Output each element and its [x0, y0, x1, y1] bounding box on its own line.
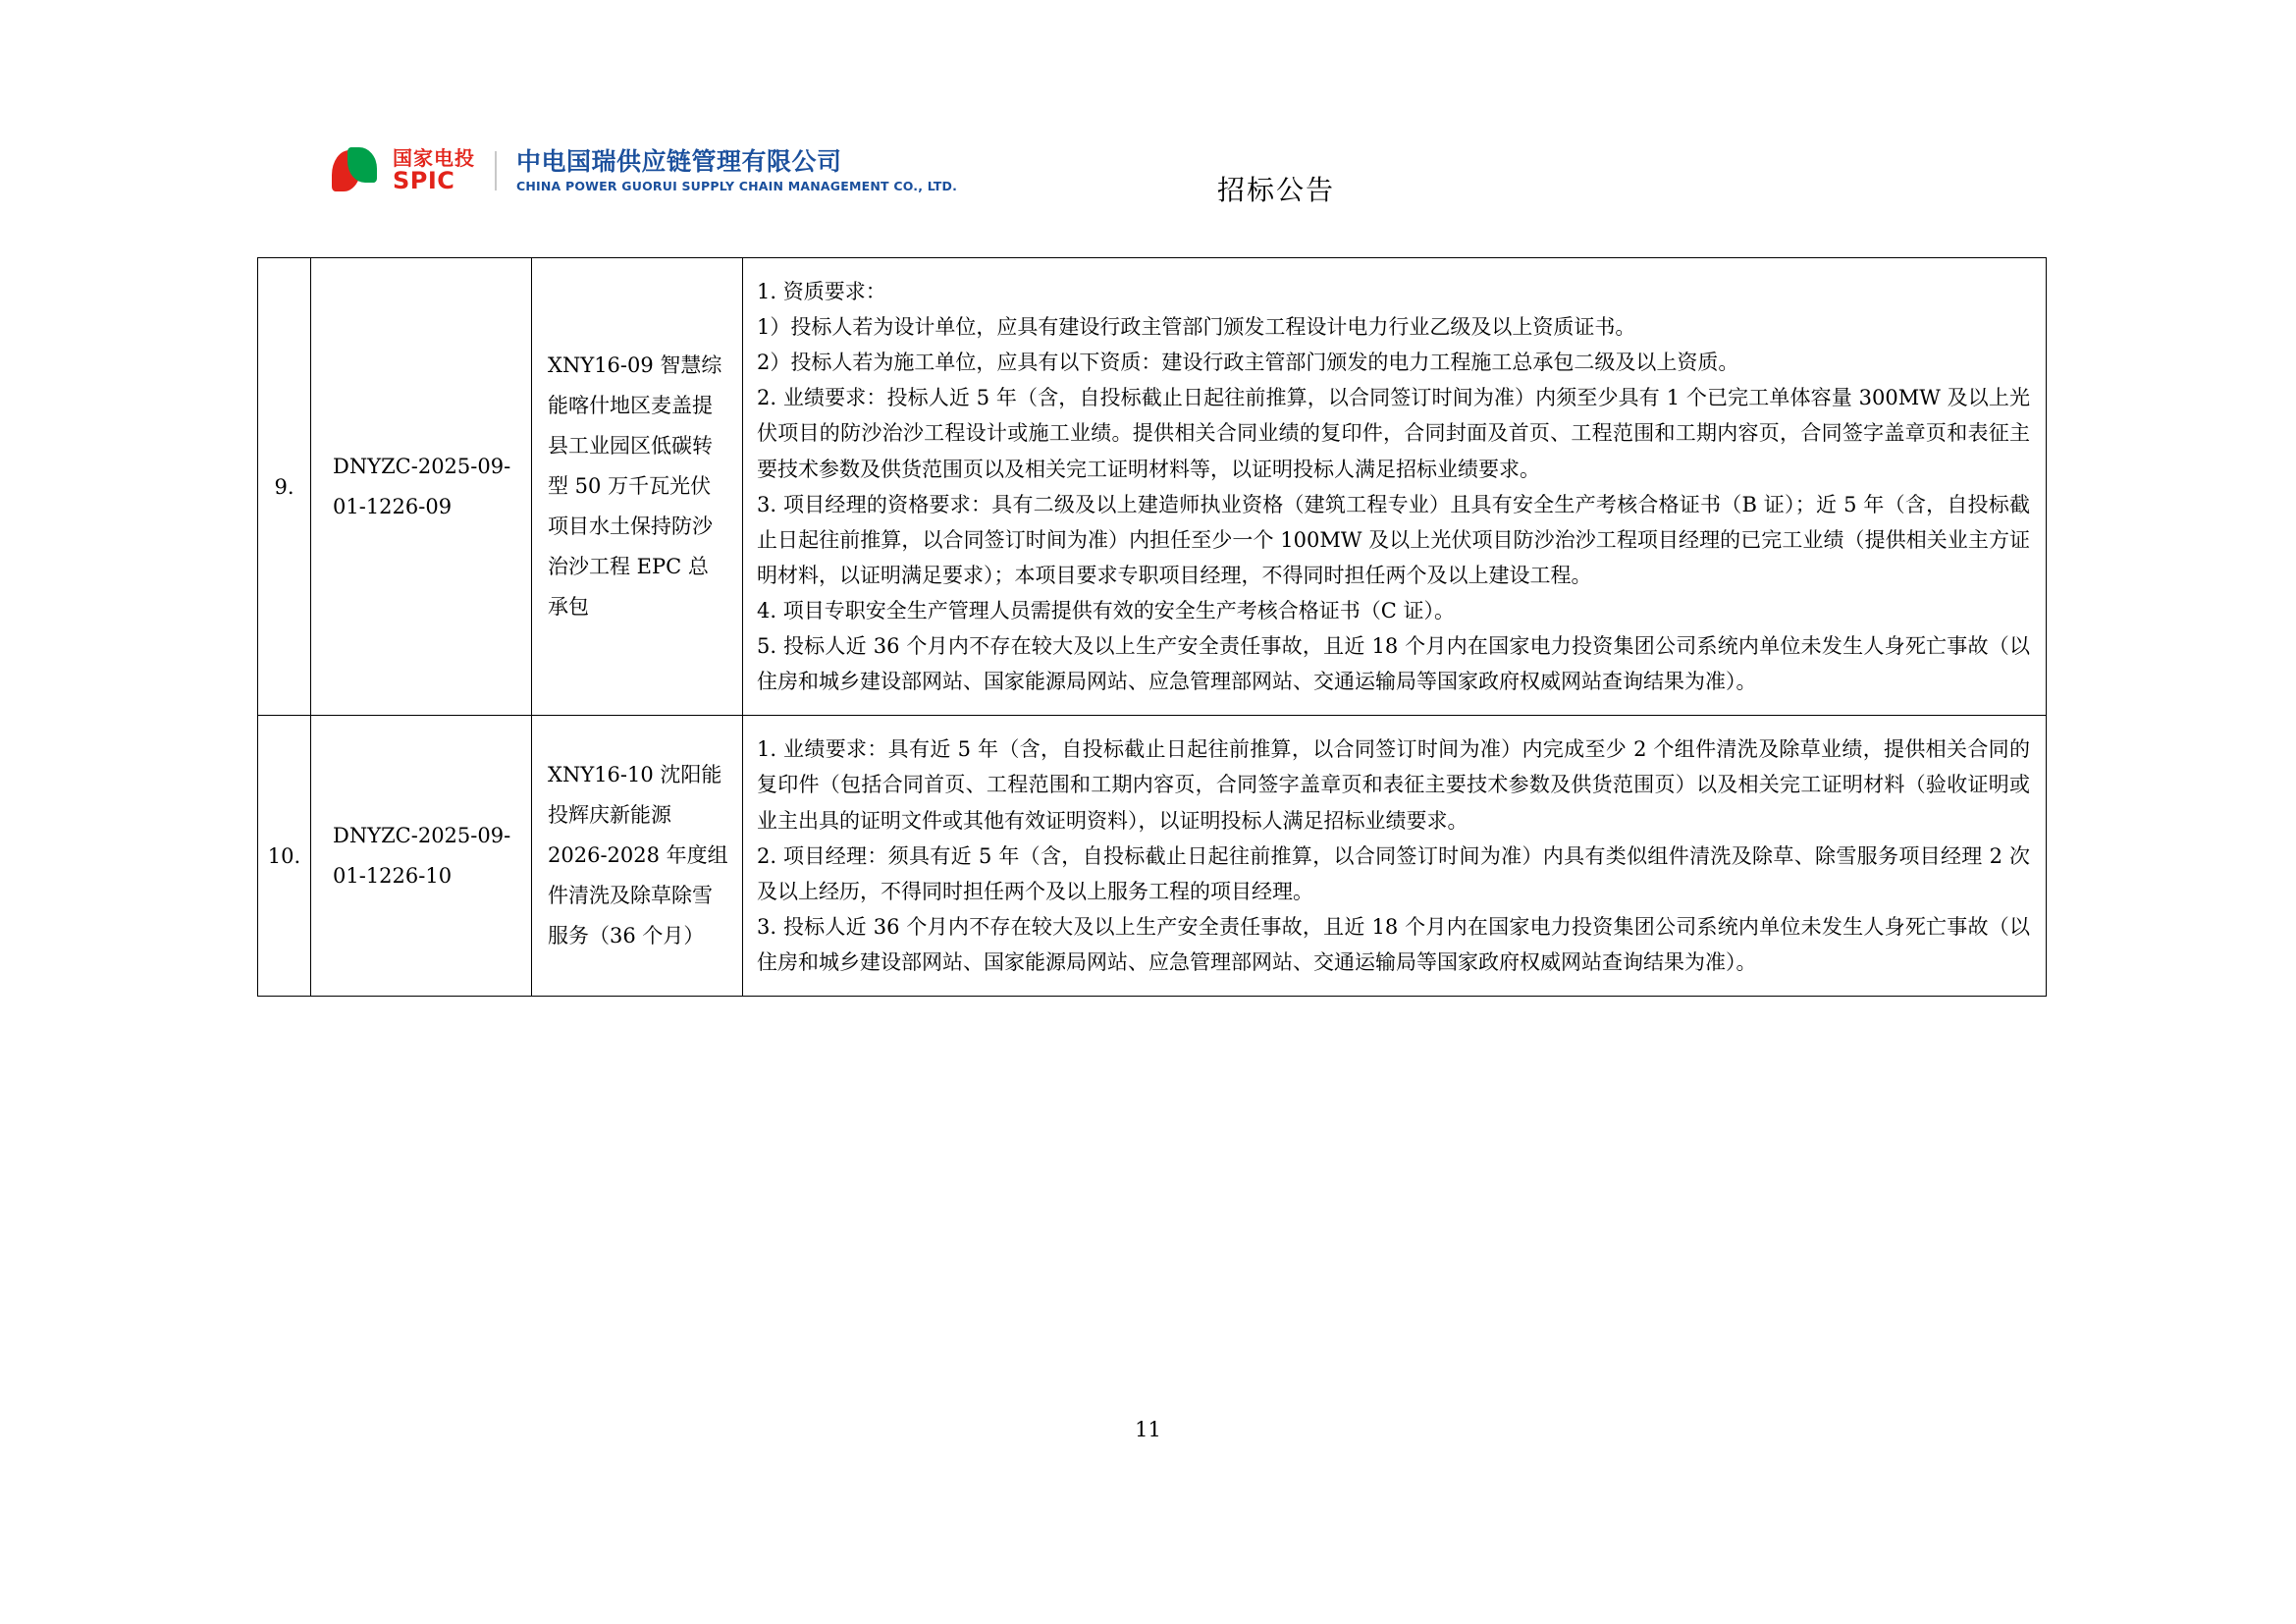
- row-index: 9.: [258, 258, 311, 716]
- requirement-line: 2）投标人若为施工单位，应具有以下资质：建设行政主管部门颁发的电力工程施工总承包二级及以上资质。: [757, 351, 1739, 375]
- logo-lockup: [332, 147, 957, 194]
- row-project-name: XNY16-09 智慧综能喀什地区麦盖提县工业园区低碳转型 50 万千瓦光伏项目水土保持防沙治沙工程 EPC 总承包: [532, 258, 743, 716]
- table-row: [258, 258, 2047, 716]
- requirement-line: 5. 投标人近 36 个月内不存在较大及以上生产安全责任事故，且近 18 个月内在国家电力投资集团公司系统内单位未发生人身死亡事故（以住房和城乡建设部网站、国家能源局网站、应急管理部网站、交通运输局等国家政府权威网站查询结果为准）。: [757, 634, 2030, 694]
- company-name-en: CHINA POWER GUORUI SUPPLY CHAIN MANAGEMENT CO., LTD.: [516, 178, 958, 193]
- spic-name-cn: 国家电投: [393, 145, 475, 170]
- spic-logo-icon: [332, 147, 379, 194]
- row-index: 10.: [258, 716, 311, 997]
- row-requirements: [743, 716, 2047, 997]
- requirement-line: 2. 业绩要求：投标人近 5 年（含，自投标截止日起往前推算，以合同签订时间为准）内须至少具有 1 个已完工单体容量 300MW 及以上光伏项目的防沙治沙工程设计或施工业绩。提供相关合同业绩的复印件，合同封面及首页、工程范围和工期内容页，合同签字盖章页和表征主要技术参数及供货范围页以及相关完工证明材料等，以证明投标人满足招标业绩要求。: [757, 386, 2030, 481]
- document-header: [255, 147, 2042, 226]
- row-project-code: DNYZC-2025-09-01-1226-09: [311, 258, 532, 716]
- requirement-line: 1）投标人若为设计单位，应具有建设行政主管部门颁发工程设计电力行业乙级及以上资质证书。: [757, 315, 1636, 340]
- page-title: 招标公告: [1217, 174, 1336, 206]
- requirement-line: 1. 业绩要求：具有近 5 年（含，自投标截止日起往前推算，以合同签订时间为准）内完成至少 2 个组件清洗及除草业绩，提供相关合同的复印件（包括合同首页、工程范围和工期内容页，合同签字盖章页和表征主要技术参数及供货范围页）以及相关完工证明材料（验收证明或业主出具的证明文件或其他有效证明资料），以证明投标人满足招标业绩要求。: [757, 737, 2030, 833]
- requirement-line: 1. 资质要求：: [757, 280, 886, 303]
- requirement-line: 4. 项目专职安全生产管理人员需提供有效的安全生产考核合格证书（C 证）。: [757, 598, 1455, 623]
- requirement-line: 3. 投标人近 36 个月内不存在较大及以上生产安全责任事故，且近 18 个月内在国家电力投资集团公司系统内单位未发生人身死亡事故（以住房和城乡建设部网站、国家能源局网站、应急管理部网站、交通运输局等国家政府权威网站查询结果为准）。: [757, 914, 2030, 974]
- logo-divider: [495, 151, 497, 190]
- table-row: [258, 716, 2047, 997]
- row-project-name: XNY16-10 沈阳能投辉庆新能源 2026-2028 年度组件清洗及除草除雪服务（36 个月）: [532, 716, 743, 997]
- requirements-table-wrapper: [257, 257, 2046, 997]
- spic-name-en: SPIC: [393, 166, 455, 194]
- spic-logo-text: [393, 145, 475, 194]
- row-project-code: DNYZC-2025-09-01-1226-10: [311, 716, 532, 997]
- requirement-line: 3. 项目经理的资格要求：具有二级及以上建造师执业资格（建筑工程专业）且具有安全生产考核合格证书（B 证）；近 5 年（含，自投标截止日起往前推算，以合同签订时间为准）内担任至少一个 100MW 及以上光伏项目防沙治沙工程项目经理的已完工业绩（提供相关业主方证明材料，以证明满足要求）；本项目要求专职项目经理，不得同时担任两个及以上建设工程。: [757, 492, 2030, 587]
- requirement-line: 2. 项目经理：须具有近 5 年（含，自投标截止日起往前推算，以合同签订时间为准）内具有类似组件清洗及除草、除雪服务项目经理 2 次及以上经历，不得同时担任两个及以上服务工程的项目经理。: [757, 843, 2030, 903]
- company-name-cn: 中电国瑞供应链管理有限公司: [516, 146, 842, 176]
- company-name-block: [516, 148, 957, 193]
- row-requirements: [743, 258, 2047, 716]
- page-number: 11: [1135, 1418, 1161, 1441]
- requirements-table: [257, 257, 2047, 997]
